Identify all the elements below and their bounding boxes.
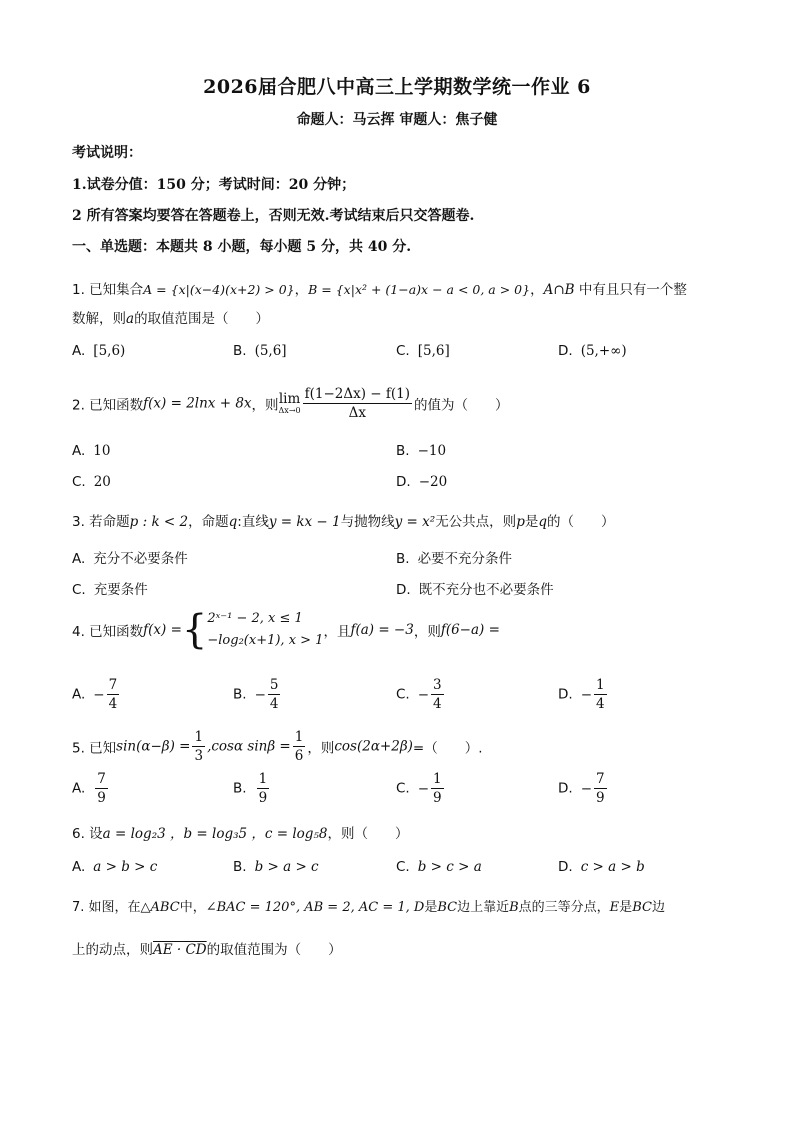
question-1-line-1: [72, 278, 687, 298]
q2-function: f(x) = 2lnx + 8x: [143, 395, 252, 412]
question-3: [72, 510, 615, 530]
q1-option-b[interactable]: [233, 343, 287, 359]
option-value: 充要条件: [93, 582, 148, 598]
instructions-line-1: 1.试卷分值：150 分；考试时间：20 分钟；: [72, 177, 356, 193]
option-label: B.: [233, 780, 247, 797]
fraction-numerator: 1: [258, 771, 268, 787]
q7-text: 是: [424, 900, 438, 915]
q5-expr-2: ,cosα sinβ =: [207, 738, 291, 755]
q2-tail: 的值为（ ）: [414, 397, 509, 414]
minus-sign: −: [580, 780, 592, 797]
fraction-denominator: 9: [97, 790, 106, 806]
option-fraction: [257, 770, 270, 807]
option-label: B.: [233, 859, 247, 875]
option-value: b > a > c: [254, 859, 319, 875]
q1-set-a: A = {x|(x−4)(x+2) > 0}: [143, 282, 295, 297]
q5-option-a[interactable]: [72, 770, 110, 807]
question-2: [72, 385, 509, 422]
q6-tail: ，则（ ）: [327, 826, 409, 842]
q1-option-c[interactable]: [396, 343, 450, 359]
question-7-line-2: [72, 938, 342, 958]
fraction-denominator: 9: [596, 790, 605, 806]
fraction-numerator: 1: [294, 729, 304, 745]
option-value: b > c > a: [417, 859, 482, 875]
q2-denominator: Δx: [348, 405, 367, 421]
q3-text: ，命题: [188, 514, 229, 530]
q3-text: 无公共点，则: [435, 514, 517, 530]
option-label: B.: [396, 551, 410, 567]
q4-piecewise: [182, 608, 324, 652]
q4-fx: f(x) =: [143, 622, 182, 638]
option-label: D.: [558, 343, 573, 359]
q6-option-d[interactable]: [558, 859, 645, 875]
option-value: −10: [417, 443, 447, 459]
option-value: c > a > b: [580, 859, 645, 875]
instructions-heading: 考试说明：: [72, 145, 142, 161]
q7-bc: BC: [437, 900, 458, 915]
option-fraction: [268, 676, 281, 713]
fraction-numerator: 1: [433, 771, 442, 787]
minus-sign: −: [417, 780, 430, 797]
fraction-denominator: 4: [269, 696, 279, 712]
option-value: a > b > c: [93, 859, 158, 875]
q4-ask: f(6−a) =: [440, 622, 500, 638]
q2-lead: 2. 已知函数: [72, 397, 144, 414]
option-fraction: [594, 676, 607, 713]
option-value: [5,6): [93, 343, 126, 359]
q7-b: B: [509, 900, 519, 915]
fraction-numerator: 1: [596, 677, 605, 693]
q3-text: 是: [524, 514, 539, 530]
q1-var: a: [126, 311, 135, 327]
minus-sign: −: [417, 686, 430, 703]
fraction-numerator: 7: [108, 677, 118, 693]
q7-text: 中，: [179, 900, 206, 915]
q4-text: ，且: [323, 624, 351, 640]
q2-lim-word: lim: [278, 390, 301, 407]
fraction-numerator: 1: [194, 729, 204, 745]
option-label: A.: [72, 343, 86, 359]
q1-set-b: B = {x|x² + (1−a)x − a < 0, a > 0}: [308, 282, 531, 297]
q3-p: p: [516, 514, 525, 530]
q4-option-a[interactable]: [72, 676, 121, 713]
q7-line2-a: 上的动点，则: [72, 942, 153, 958]
q5-tail: =（ ）.: [412, 740, 483, 757]
q3-option-d[interactable]: [396, 578, 554, 598]
q7-e: E: [609, 900, 620, 915]
option-label: A.: [72, 780, 86, 797]
q6-option-b[interactable]: [233, 859, 319, 875]
q5-text: ，则: [307, 740, 335, 757]
q3-option-c[interactable]: [72, 578, 148, 598]
fraction-numerator: 7: [97, 771, 106, 787]
q1-option-d[interactable]: [558, 343, 627, 359]
option-label: D.: [558, 686, 573, 703]
option-value: (5,6]: [254, 343, 287, 359]
q7-text: 是: [619, 900, 633, 915]
option-label: C.: [72, 582, 86, 598]
fraction-denominator: 3: [194, 748, 204, 764]
option-fraction: [431, 770, 444, 807]
page-title: 2026届合肥八中高三上学期数学统一作业 6: [203, 76, 591, 98]
q4-case-1: 2ˣ⁻¹ − 2, x ≤ 1: [207, 611, 303, 626]
option-value: 充分不必要条件: [93, 551, 188, 567]
q2-option-a[interactable]: [72, 443, 110, 459]
q2-fraction: [303, 385, 412, 422]
q6-option-a[interactable]: [72, 859, 157, 875]
option-label: C.: [72, 474, 86, 490]
q2-lim-sub: Δx→0: [278, 405, 301, 415]
q1-tail: 中有且只有一个整: [574, 282, 687, 298]
option-label: A.: [72, 551, 86, 567]
option-value: (5,+∞): [580, 343, 627, 359]
option-value: [5,6]: [417, 343, 450, 359]
minus-sign: −: [93, 686, 105, 703]
option-fraction: [594, 770, 607, 807]
option-label: D.: [396, 582, 411, 598]
q3-text: 与抛物线: [340, 514, 395, 530]
q5-lead: 5. 已知: [72, 740, 117, 757]
section-heading: 一、单选题：本题共 8 小题，每小题 5 分，共 40 分.: [72, 239, 412, 255]
q4-lead: 4. 已知函数: [72, 624, 144, 640]
q4-option-d[interactable]: [558, 676, 609, 713]
question-4: [72, 608, 500, 652]
q6-option-c[interactable]: [396, 859, 482, 875]
q6-lead: 6. 设: [72, 826, 103, 842]
q4-cases: [207, 608, 323, 652]
question-6: [72, 822, 408, 842]
q4-text: ，则: [413, 624, 441, 640]
q4-option-b[interactable]: [233, 676, 282, 713]
q2-option-c[interactable]: [72, 474, 111, 490]
q3-tail: 的（ ）: [547, 514, 615, 530]
q1-comma-2: ，: [530, 282, 544, 298]
option-value: 必要不充分条件: [417, 551, 513, 567]
option-label: C.: [396, 343, 410, 359]
q3-parabola-eq: y = x²: [394, 514, 436, 530]
option-label: C.: [396, 780, 410, 797]
q7-bc: BC: [632, 900, 652, 915]
option-label: A.: [72, 686, 86, 703]
fraction-denominator: 9: [433, 790, 442, 806]
q7-conditions: ∠BAC = 120°, AB = 2, AC = 1, D: [205, 900, 425, 915]
option-label: C.: [396, 859, 410, 875]
fraction-denominator: 9: [258, 790, 268, 806]
q6-body: a = log₂3 ，b = log₃5 ，c = log₅8: [102, 826, 328, 842]
minus-sign: −: [580, 686, 592, 703]
option-label: B.: [233, 343, 247, 359]
fraction-denominator: 4: [108, 696, 118, 712]
question-1-line-2: [72, 307, 269, 327]
fraction-numerator: 5: [269, 677, 279, 693]
option-label: B.: [233, 686, 247, 703]
q5-expr-1: sin(α−β) =: [116, 738, 191, 755]
q1-line2-b: 的取值范围是（ ）: [134, 311, 270, 327]
q7-triangle: △ABC: [140, 900, 180, 915]
option-fraction: [95, 770, 108, 807]
left-brace-icon: {: [181, 607, 208, 653]
q7-text: 点的三等分点，: [518, 900, 610, 915]
q2-option-d[interactable]: [396, 474, 447, 490]
q2-numerator: f(1−2Δx) − f(1): [304, 386, 411, 402]
q3-proposition-p: p : k < 2: [129, 514, 189, 530]
fraction-numerator: 3: [433, 677, 442, 693]
option-label: B.: [396, 443, 410, 459]
q1-line2-a: 数解，则: [72, 311, 126, 327]
option-label: D.: [396, 474, 411, 490]
q7-vector-product: AE · CD: [153, 942, 207, 958]
q3-option-b[interactable]: [396, 547, 512, 567]
question-7-line-1: [72, 896, 665, 915]
fraction-numerator: 7: [596, 771, 605, 787]
q3-option-a[interactable]: [72, 547, 188, 567]
option-label: C.: [396, 686, 410, 703]
instructions-line-2: 2 所有答案均要答在答题卷上，否则无效.考试结束后只交答题卷.: [72, 208, 475, 224]
q3-q: q: [538, 514, 547, 530]
q5-expr-3: cos(2α+2β): [334, 738, 413, 755]
option-label: A.: [72, 859, 86, 875]
option-value: 20: [93, 474, 111, 490]
option-value: 既不充分也不必要条件: [418, 582, 554, 598]
option-label: D.: [558, 780, 573, 797]
q1-intersection: A∩B: [543, 282, 575, 298]
q4-option-c[interactable]: [396, 676, 446, 713]
q4-condition: f(a) = −3: [350, 622, 414, 638]
q7-line2-b: 的取值范围为（ ）: [206, 942, 342, 958]
option-label: D.: [558, 859, 573, 875]
q5-option-b[interactable]: [233, 770, 271, 807]
q7-text: 边上靠近: [457, 900, 510, 915]
minus-sign: −: [254, 686, 266, 703]
option-value: 10: [93, 443, 111, 459]
q3-text: :直线: [237, 514, 269, 530]
question-5: [72, 728, 483, 765]
option-value: −20: [418, 474, 448, 490]
q5-option-c[interactable]: [396, 770, 446, 807]
q7-lead: 7. 如图，在: [72, 900, 141, 915]
q5-fraction-1: [192, 728, 205, 765]
option-label: A.: [72, 443, 86, 459]
q1-comma: ，: [294, 282, 309, 298]
q2-option-b[interactable]: [396, 443, 446, 459]
q1-option-a[interactable]: [72, 343, 125, 359]
q5-fraction-2: [293, 728, 306, 765]
fraction-denominator: 6: [294, 748, 304, 764]
q3-q: q: [228, 514, 238, 530]
q1-lead: 1. 已知集合: [72, 282, 144, 298]
q2-limit: [279, 392, 301, 416]
q7-tail: 边: [651, 900, 665, 915]
authors-line: 命题人：马云挥 审题人：焦子健: [296, 112, 498, 128]
q2-mid: ，则: [251, 397, 279, 414]
q5-option-d[interactable]: [558, 770, 609, 807]
option-fraction: [431, 676, 444, 713]
fraction-denominator: 4: [596, 696, 605, 712]
fraction-denominator: 4: [433, 696, 442, 712]
q3-line-eq: y = kx − 1: [268, 514, 341, 530]
q4-case-2: −log₂(x+1), x > 1: [207, 633, 324, 648]
option-fraction: [107, 676, 120, 713]
q3-lead: 3. 若命题: [72, 514, 130, 530]
